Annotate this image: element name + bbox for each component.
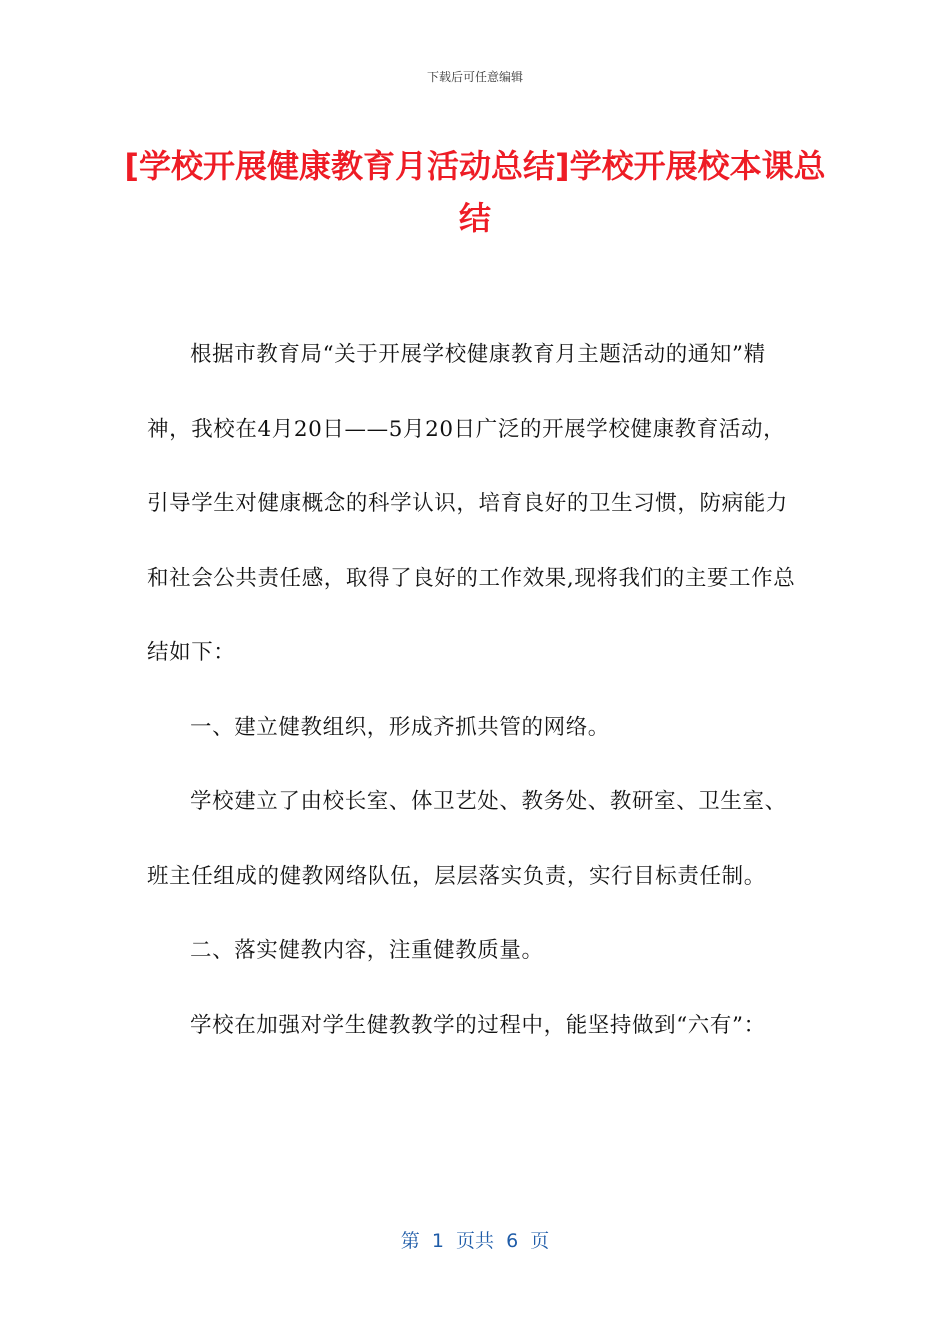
header-note: 下载后可任意编辑 <box>426 70 523 84</box>
document-body <box>147 318 807 1063</box>
paragraph-intro: 根据市教育局“关于开展学校健康教育月主题活动的通知”精神，我校在4月20日——5月20日广泛的开展学校健康教育活动，引导学生对健康概念的科学认识，培育良好的卫生习惯，防病能力和社会公共责任感，取得了良好的工作效果,现将我们的主要工作总结如下： <box>147 342 796 665</box>
paragraph-six-haves: 学校在加强对学生健教教学的过程中，能坚持做到“六有”： <box>190 1012 766 1038</box>
page-footer: 第 1 页共 6 页 <box>400 1230 550 1252</box>
paragraph-heading-1: 一、建立健教组织，形成齐抓共管的网络。 <box>190 714 610 740</box>
paragraph-heading-2: 二、落实健教内容，注重健教质量。 <box>190 938 544 963</box>
paragraph-organization: 学校建立了由校长室、体卫艺处、教务处、教研室、卫生室、班主任组成的健教网络队伍，层层落实负责，实行目标责任制。 <box>147 789 787 889</box>
document-title: [学校开展健康教育月活动总结]学校开展校本课总结 <box>124 147 826 237</box>
